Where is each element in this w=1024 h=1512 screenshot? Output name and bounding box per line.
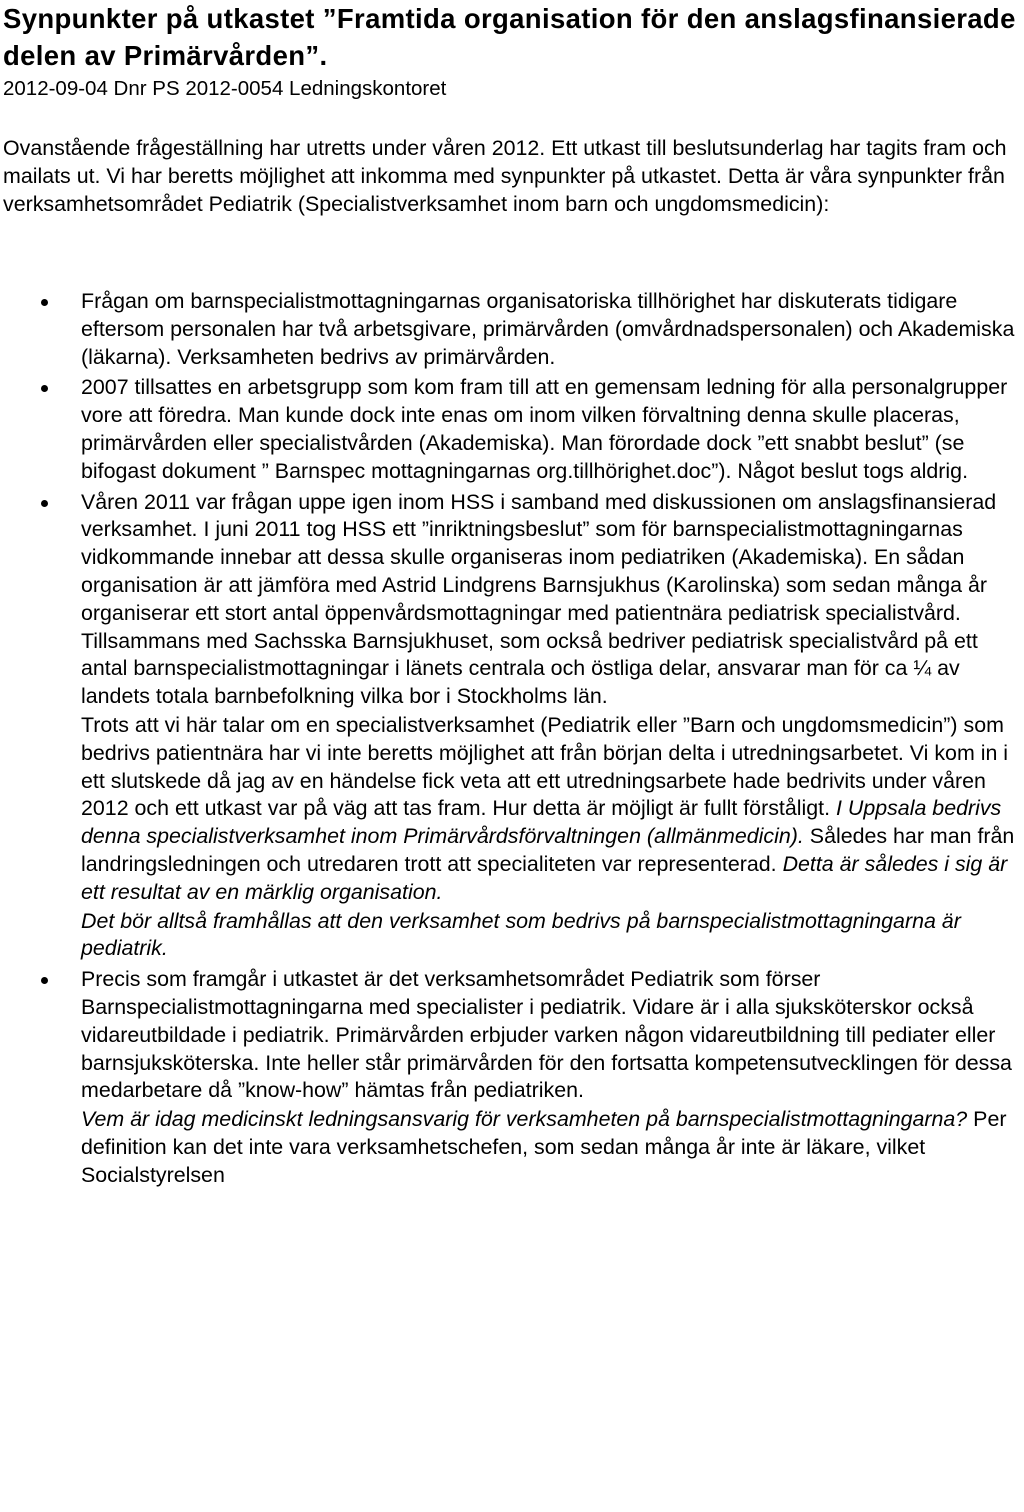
bullet-item — [0, 966, 1024, 1189]
continuation-italic: Detta är således i sig är ett resultat av en märklig organisation. — [81, 851, 1008, 904]
continuation-text: Trots att vi här talar om en specialistverksamhet (Pediatrik eller ”Barn och ungdomsmedicin”) som bedrivs patientnära har vi inte beretts möjlighet att från början delta i utredningsarbetet. Vi kom in i ett slutskede då jag av en händelse fick veta att ett utredningsarbete hade bedrivits under våren 2012 och ett utkast var på väg att tas fram. Hur detta är möjligt är fullt förståligt. — [81, 712, 1009, 821]
bullet-icon — [41, 977, 48, 984]
bullet-item — [0, 374, 1024, 485]
continuation-italic: Det bör alltså framhållas att den verksamhet som bedrivs på barnspecialistmottagningarna är pediatrik. — [81, 908, 961, 961]
bullet-continuation — [81, 1106, 1024, 1189]
document-title: Synpunkter på utkastet ”Framtida organisation för den anslagsfinansierade delen av Primärvården”. — [3, 3, 1016, 71]
bullet-text: 2007 tillsattes en arbetsgrupp som kom fram till att en gemensam ledning för alla personalgrupper vore att föredra. Man kunde dock inte enas om inom vilken förvaltning denna skulle placeras, primärvården eller specialistvården (Akademiska). Man förordade dock ”ett snabbt beslut” (se bifogast dokument ” Barnspec mottagningarnas org.tillhörighet.doc”). Något beslut togs aldrig. — [81, 375, 1008, 483]
bullet-item — [0, 288, 1024, 371]
bullet-item — [0, 489, 1024, 964]
continuation-text: Per definition kan det inte vara verksamhetschefen, som sedan många år inte är läkare, vilket Socialstyrelsen — [81, 1107, 1007, 1187]
continuation-italic: I Uppsala bedrivs denna specialistverksamhet inom Primärvårdsförvaltningen (allmänmedicin). — [81, 796, 1002, 849]
bullet-icon — [41, 500, 48, 507]
bullet-list — [0, 288, 1024, 1190]
bullet-text: Precis som framgår i utkastet är det verksamhetsområdet Pediatrik som förser Barnspecialistmottagningarna med specialister i pediatrik. Vidare är i alla sjuksköterskor också vidareutbildade i pediatrik. Primärvården erbjuder varken någon vidareutbildning till pediater eller barnsjuksköterska. Inte heller står primärvården för den fortsatta kompetensutvecklingen för dessa medarbetare då ”know-how” hämtas från pediatriken. — [81, 967, 1012, 1103]
bullet-continuation — [81, 712, 1024, 907]
document-meta: 2012-09-04 Dnr PS 2012-0054 Ledningskontoret — [3, 77, 447, 100]
bullet-icon — [41, 385, 48, 392]
bullet-continuation — [81, 908, 1024, 964]
bullet-text: Våren 2011 var frågan uppe igen inom HSS i samband med diskussionen om anslagsfinansierad verksamhet. I juni 2011 tog HSS ett ”inriktningsbeslut” som för barnspecialistmottagningarnas vidkommande innebar att dessa skulle organiseras inom pediatriken (Akademiska). En sådan organisation är att jämföra med Astrid Lindgrens Barnsjukhus (Karolinska) som sedan många år organiserar ett stort antal öppenvårdsmottagningar med patientnära pediatrisk specialistvård. Tillsammans med Sachsska Barnsjukhuset, som också bedriver pediatrisk specialistvård på ett antal barnspecialistmottagningar i länets centrala och östliga delar, ansvarar man för ca ¼ av landets totala barnbefolkning vilka bor i Stockholms län. — [81, 489, 997, 709]
bullet-icon — [41, 299, 48, 306]
intro-paragraph: Ovanstående frågeställning har utretts under våren 2012. Ett utkast till beslutsunderlag har tagits fram och mailats ut. Vi har beretts möjlighet att inkomma med synpunkter på utkastet. Detta är våra synpunkter från verksamhetsområdet Pediatrik (Specialistverksamhet inom barn och ungdomsmedicin): — [3, 136, 1007, 216]
continuation-italic: Vem är idag medicinskt ledningsansvarig för verksamheten på barnspecialistmottagningarna? — [81, 1107, 968, 1132]
bullet-text: Frågan om barnspecialistmottagningarnas organisatoriska tillhörighet har diskuterats tidigare eftersom personalen har två arbetsgivare, primärvården (omvårdnadspersonalen) och Akademiska (läkarna). Verksamheten bedrivs av primärvården. — [81, 289, 1015, 369]
continuation-text: Således har man från landringsledningen och utredaren trott att specialiteten var representerad. — [81, 824, 1015, 876]
